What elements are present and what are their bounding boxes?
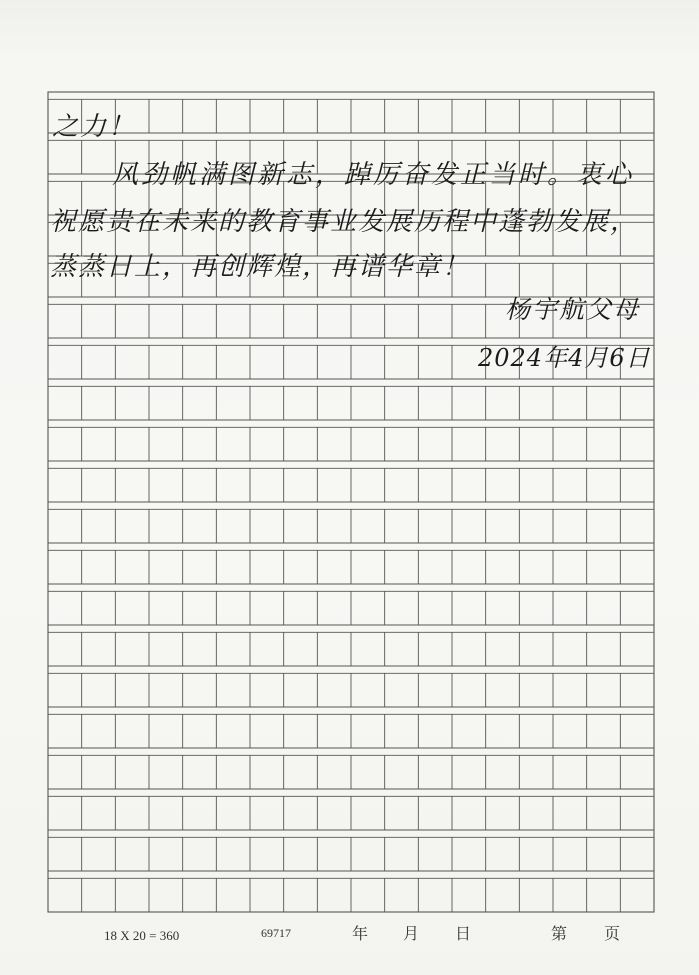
page-suffix: 页 <box>604 926 621 943</box>
letter-line-2: 风劲帆满图新志，踔厉奋发正当时。衷心 <box>112 160 635 190</box>
grid-row <box>48 99 654 133</box>
grid-row <box>48 591 654 625</box>
grid-row <box>48 673 654 707</box>
grid-row <box>48 796 654 830</box>
grid-row <box>48 427 654 461</box>
day-label: 日 <box>455 926 472 943</box>
page-prefix: 第 <box>551 926 568 943</box>
grid-row <box>48 837 654 871</box>
grid-row <box>48 509 654 543</box>
grid-spec: 18 X 20 = 360 <box>104 928 180 943</box>
grid-row <box>48 632 654 666</box>
letter-line-1: 之力！ <box>52 112 137 142</box>
grid-row <box>48 714 654 748</box>
form-code: 69717 <box>261 926 291 940</box>
letter-line-4: 蒸蒸日上，再创辉煌，再谱华章！ <box>50 252 471 282</box>
grid-row <box>48 386 654 420</box>
signature: 杨宇航父母 <box>505 295 641 324</box>
grid-row <box>48 755 654 789</box>
grid-row <box>48 468 654 502</box>
month-label: 月 <box>403 926 420 943</box>
year-label: 年 <box>352 926 369 943</box>
grid-row <box>48 878 654 912</box>
letter-line-3: 祝愿贵在未来的教育事业发展历程中蓬勃发展， <box>50 207 639 237</box>
letter-date: 2024年4月6日 <box>478 344 651 372</box>
grid-row <box>48 550 654 584</box>
